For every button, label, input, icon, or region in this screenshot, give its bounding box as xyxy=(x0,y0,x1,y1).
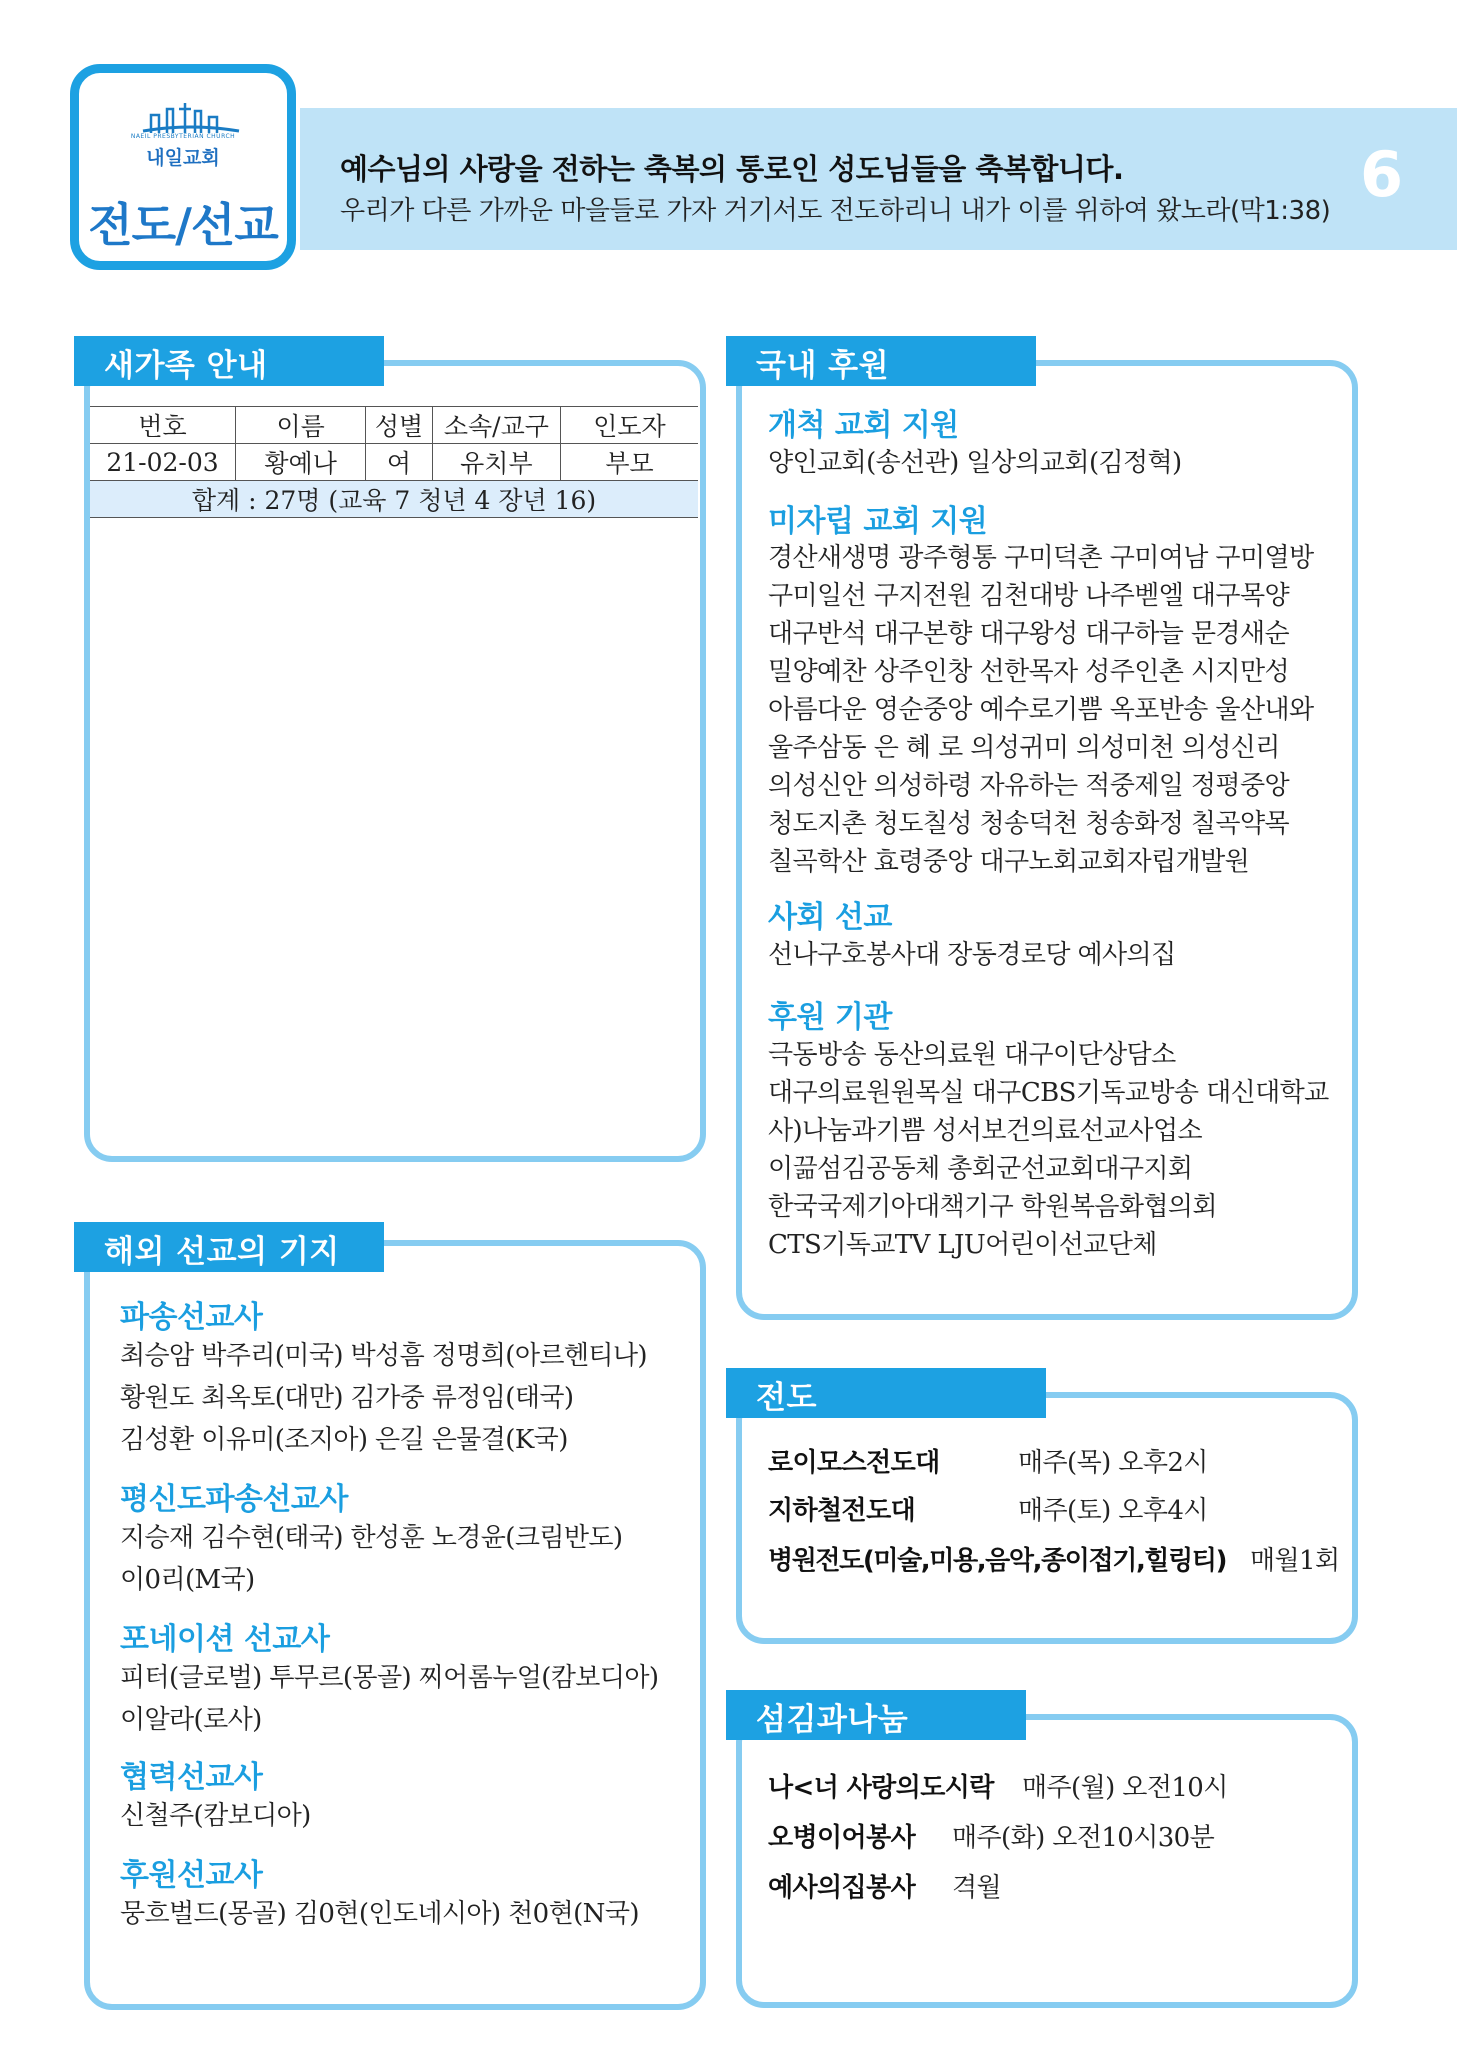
page-number: 6 xyxy=(1360,138,1404,211)
text-line: 밀양예찬 상주인창 선한목자 성주인촌 시지만성 xyxy=(768,657,1289,687)
col-guide: 인도자 xyxy=(560,407,698,444)
domestic-tab: 국내 후원 xyxy=(726,336,1036,386)
logo-church-name: 내일교회 xyxy=(146,147,220,169)
table-total: 합계 : 27명 (교육 7 청년 4 장년 16) xyxy=(90,481,698,518)
text-line: 의성신안 의성하령 자유하는 적중제일 정평중앙 xyxy=(768,771,1289,801)
text-line: 대구반석 대구본향 대구왕성 대구하늘 문경새순 xyxy=(768,619,1289,649)
cell-number: 21-02-03 xyxy=(90,444,236,481)
text-line: 양인교회(송선관) 일상의교회(김정혁) xyxy=(768,448,1182,478)
evangelism-schedule: 매월1회 xyxy=(1250,1546,1340,1576)
sharing-name: 예사의집봉사 xyxy=(768,1873,916,1903)
evangelism-tab: 전도 xyxy=(726,1368,1046,1418)
text-line: 사)나눔과기쁨 성서보건의료선교사업소 xyxy=(768,1116,1202,1146)
text-line: 황원도 최옥토(대만) 김가중 류정임(태국) xyxy=(120,1383,574,1413)
section-title: 사회 선교 xyxy=(768,900,892,935)
sharing-schedule: 격월 xyxy=(952,1873,1002,1903)
evangelism-schedule: 매주(목) 오후2시 xyxy=(1018,1448,1208,1478)
section-title: 협력선교사 xyxy=(120,1760,263,1795)
section-title: 개척 교회 지원 xyxy=(768,408,959,443)
sharing-name: 나<너 사랑의도시락 xyxy=(768,1773,994,1803)
section-title: 후원 기관 xyxy=(768,1000,892,1035)
text-line: 구미일선 구지전원 김천대방 나주벧엘 대구목양 xyxy=(768,581,1289,611)
text-line: 뭉흐벌드(몽골) 김0현(인도네시아) 천0현(N국) xyxy=(120,1899,639,1929)
church-skyline-icon xyxy=(141,97,241,137)
section-title: 평신도파송선교사 xyxy=(120,1482,348,1517)
evangelism-name: 지하철전도대 xyxy=(768,1496,916,1526)
text-line: 김성환 이유미(조지아) 은길 은물결(K국) xyxy=(120,1425,568,1455)
col-name: 이름 xyxy=(236,407,366,444)
page-title: 전도/선교 xyxy=(88,198,278,252)
sharing-panel xyxy=(736,1714,1358,2008)
header-headline: 예수님의 사랑을 전하는 축복의 통로인 성도님들을 축복합니다. xyxy=(340,152,1124,186)
section-title: 미자립 교회 지원 xyxy=(768,504,988,539)
sharing-tab: 섬김과나눔 xyxy=(726,1690,1026,1740)
table-row xyxy=(90,444,698,481)
col-group: 소속/교구 xyxy=(432,407,560,444)
newfamily-tab: 새가족 안내 xyxy=(74,336,384,386)
sharing-name: 오병이어봉사 xyxy=(768,1823,916,1853)
text-line: 극동방송 동산의료원 대구이단상담소 xyxy=(768,1040,1176,1070)
evangelism-name: 병원전도(미술,미용,음악,종이접기,힐링티) xyxy=(768,1546,1227,1576)
text-line: 지승재 김수현(태국) 한성훈 노경윤(크림반도) xyxy=(120,1523,623,1553)
section-title: 후원선교사 xyxy=(120,1858,263,1893)
col-number: 번호 xyxy=(90,407,236,444)
evangelism-name: 로이모스전도대 xyxy=(768,1448,940,1478)
section-title: 파송선교사 xyxy=(120,1300,263,1335)
sharing-schedule: 매주(화) 오전10시30분 xyxy=(952,1823,1215,1853)
evangelism-schedule: 매주(토) 오후4시 xyxy=(1018,1496,1208,1526)
text-line: 아름다운 영순중앙 예수로기쁨 옥포반송 울산내와 xyxy=(768,695,1314,725)
logo-box xyxy=(70,64,296,270)
text-line: 선나구호봉사대 장동경로당 예사의집 xyxy=(768,940,1176,970)
header-verse: 우리가 다른 가까운 마을들로 가자 거기서도 전도하리니 내가 이를 위하여 왔노라(막1:38) xyxy=(340,196,1331,226)
logo-subtitle: NAEIL PRESBYTERIAN CHURCH xyxy=(130,133,236,140)
text-line: CTS기독교TV LJU어린이선교단체 xyxy=(768,1230,1157,1260)
text-line: 신철주(캄보디아) xyxy=(120,1801,311,1831)
sharing-schedule: 매주(월) 오전10시 xyxy=(1022,1773,1228,1803)
col-gender: 성별 xyxy=(366,407,433,444)
text-line: 칠곡학산 효령중앙 대구노회교회자립개발원 xyxy=(768,847,1250,877)
text-line: 이0리(M국) xyxy=(120,1565,255,1595)
text-line: 울주삼동 은 혜 로 의성귀미 의성미천 의성신리 xyxy=(768,733,1280,763)
newfamily-table xyxy=(90,406,698,518)
text-line: 최승암 박주리(미국) 박성흠 정명희(아르헨티나) xyxy=(120,1341,647,1371)
cell-gender: 여 xyxy=(366,444,433,481)
text-line: 피터(글로벌) 투무르(몽골) 찌어롬누얼(캄보디아) xyxy=(120,1663,659,1693)
cell-name: 황예나 xyxy=(236,444,366,481)
cell-guide: 부모 xyxy=(560,444,698,481)
text-line: 한국국제기아대책기구 학원복음화협의회 xyxy=(768,1192,1217,1222)
text-line: 경산새생명 광주형통 구미덕촌 구미여남 구미열방 xyxy=(768,543,1314,573)
section-title: 포네이션 선교사 xyxy=(120,1622,330,1657)
text-line: 대구의료원원목실 대구CBS기독교방송 대신대학교 xyxy=(768,1078,1329,1108)
text-line: 이끎섬김공동체 총회군선교회대구지회 xyxy=(768,1154,1193,1184)
text-line: 청도지촌 청도칠성 청송덕천 청송화정 칠곡약목 xyxy=(768,809,1289,839)
overseas-tab: 해외 선교의 기지 xyxy=(74,1222,384,1272)
cell-group: 유치부 xyxy=(432,444,560,481)
text-line: 이알라(로사) xyxy=(120,1705,262,1735)
